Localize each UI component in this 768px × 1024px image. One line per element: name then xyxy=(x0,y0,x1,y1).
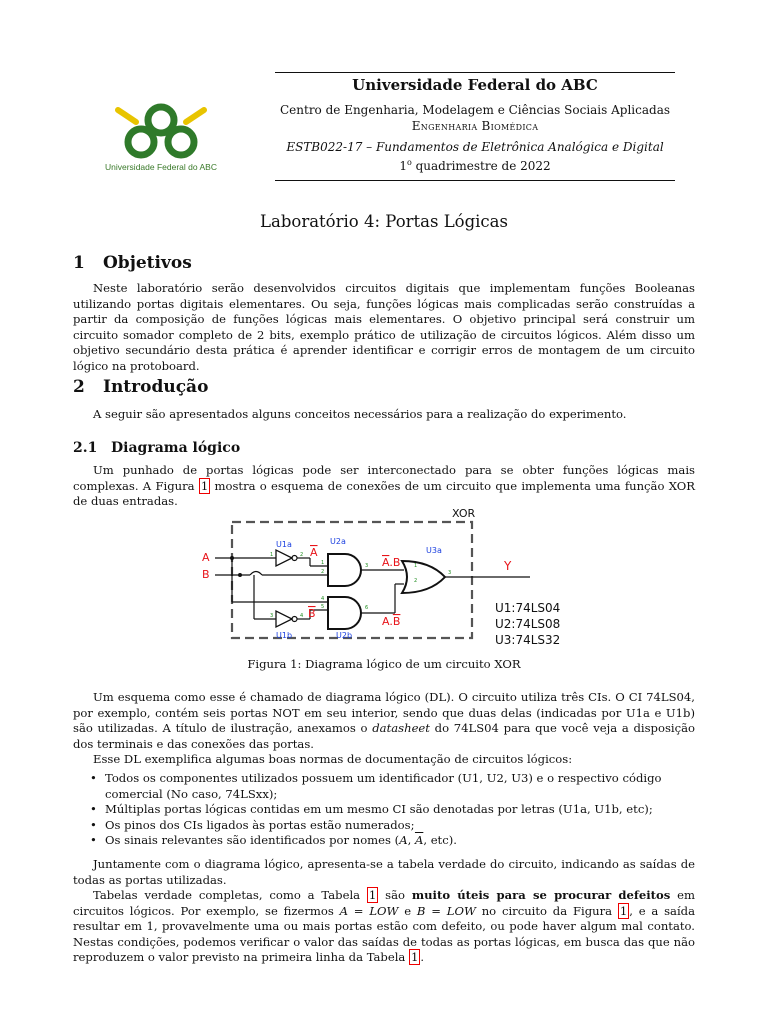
signal-part: A xyxy=(382,556,390,569)
text-run: LOW xyxy=(369,903,399,918)
pin-label: 6 xyxy=(365,605,369,611)
term-ordinal-sup: o xyxy=(406,158,412,167)
text-run: Os sinais relevantes são identificados por nomes ( xyxy=(105,833,400,847)
u1a-label: U1a xyxy=(276,540,292,549)
body-after-figure xyxy=(73,690,695,768)
subsection-2-1-body xyxy=(73,463,695,510)
signal-abar-b xyxy=(382,556,400,569)
text-run: em circuitos lógicos. Por exemplo, se fizermos xyxy=(73,888,696,918)
text-run: Todos os componentes utilizados possuem um identificador (U1, U2, U3) e o respectivo código comercial (No caso, 74LSxx); xyxy=(105,771,662,801)
subsection-2-1-heading xyxy=(73,440,240,456)
text-run: do 74LS04 para que você veja a disposição dos terminais e das conexões das portas. xyxy=(73,721,695,751)
signal-bbar: B xyxy=(308,607,316,620)
norms-list xyxy=(90,771,696,849)
u1b-label: U1b xyxy=(276,631,293,640)
table-ref-link[interactable]: 1 xyxy=(368,888,377,902)
pin-label: 5 xyxy=(321,604,325,610)
not-gate-u1a xyxy=(276,550,292,566)
and-gate-u2a xyxy=(328,554,361,586)
pin-label: 1 xyxy=(414,563,418,569)
section-1-body xyxy=(73,281,695,374)
text-run: são xyxy=(378,888,412,902)
pin-label: 1 xyxy=(270,552,274,558)
signal-part: B xyxy=(392,615,401,628)
center-line: Centro de Engenharia, Modelagem e Ciências Sociais Aplicadas xyxy=(279,103,671,117)
part-u3: U3:74LS32 xyxy=(495,633,561,647)
list-item: • Múltiplas portas lógicas contidas em um mesmo CI são denotadas por letras (U1a, U1b, etc); xyxy=(90,802,653,816)
u2a-label: U2a xyxy=(330,537,346,546)
not-gate-u1b xyxy=(276,611,292,627)
norms-intro-paragraph: Esse DL exemplifica algumas boas normas de documentação de circuitos lógicos: xyxy=(93,752,573,766)
signal-a-bbar xyxy=(382,615,400,628)
pin-label: 2 xyxy=(300,552,304,558)
output-y-label: Y xyxy=(504,559,512,573)
text-run: = xyxy=(425,903,447,918)
list-item: • Todos os componentes utilizados possuem um identificador (U1, U2, U3) e o respectivo código comercial (No caso, 74LSxx); xyxy=(90,771,662,801)
document-title: Laboratório 4: Portas Lógicas xyxy=(260,212,508,231)
defects-paragraph xyxy=(73,888,695,966)
course-line: ESTB022-17 – Fundamentos de Eletrônica Analógica e Digital xyxy=(286,140,664,154)
input-a-label: A xyxy=(202,551,210,564)
section-2-title: Introdução xyxy=(103,377,209,397)
term-ordinal: 1 xyxy=(399,159,407,173)
text-run: . xyxy=(420,950,425,964)
section-1-title: Objetivos xyxy=(103,253,192,273)
body-tail xyxy=(73,857,695,966)
xor-dashed-box xyxy=(232,522,472,638)
text-run: , e a saída resultar em 1, provavelmente uma ou mais portas estão com defeito, ou pode haver algum mal contato. Nestas condições, podemos verificar o valor das saídas de todas as portas lógicas, em busca das que não reproduzem o valor previsto na primeira linha da Tabela xyxy=(73,903,696,964)
pin-label: 4 xyxy=(321,596,325,602)
pin-label: 3 xyxy=(448,570,452,576)
pin-label: 3 xyxy=(365,563,369,569)
list-item: • Os sinais relevantes são identificados por nomes (A, $\overline{A}$, etc). xyxy=(90,833,457,847)
and-gate-u2b xyxy=(328,597,361,629)
section-2-body xyxy=(73,407,695,423)
term-rest: quadrimestre de 2022 xyxy=(411,159,551,173)
pin-label: 4 xyxy=(300,613,304,619)
objetivos-paragraph: Neste laboratório serão desenvolvidos circuitos digitais que implementam funções Booleanas utilizando portas digitais elementares. Ou seja, funções lógicas mais complicadas serão construídas a partir da composição de funções lógicas mais elementares. O objetivo principal será construir um circuito somador completo de 2 bits, exemplo prático de utilização de circuitos lógicos. Além disso um objetivo secundário desta prática é aprender identificar e corrigir erros de montagem de um circuito lógico na protoboard. xyxy=(73,281,695,373)
university-name: Universidade Federal do ABC xyxy=(352,76,598,94)
logo-caption: Universidade Federal do ABC xyxy=(105,162,217,172)
text-run: B xyxy=(416,903,426,918)
list-item: • Os pinos dos CIs ligados às portas estão numerados; xyxy=(90,817,415,832)
truth-table-paragraph: Juntamente com o diagrama lógico, apresenta-se a tabela verdade do circuito, indicando as saídas de todas as portas utilizadas. xyxy=(73,857,695,887)
input-b-label: B xyxy=(202,568,210,581)
text-run: Os pinos dos CIs ligados às portas estão numerados; xyxy=(105,817,415,832)
text-run: , etc). xyxy=(423,833,457,847)
xor-logic-diagram xyxy=(190,504,570,654)
part-u2: U2:74LS08 xyxy=(495,617,561,631)
term-line xyxy=(275,155,675,174)
u2b-label: U2b xyxy=(336,631,353,640)
dl-paragraph xyxy=(73,690,695,752)
text-run: Múltiplas portas lógicas contidas em um mesmo CI são denotadas por letras (U1a, U1b, etc); xyxy=(105,802,653,816)
text-run: muito úteis para se procurar defeitos xyxy=(411,888,671,902)
program-line: Engenharia Biomédica xyxy=(411,119,539,133)
pin-label: 1 xyxy=(321,560,325,566)
text-run: $\overline{A}$ xyxy=(414,833,424,847)
text-run: A xyxy=(339,903,348,918)
section-2-heading xyxy=(73,377,208,397)
signal-part: A. xyxy=(382,615,393,628)
pin-label: 2 xyxy=(321,569,325,575)
text-run: A xyxy=(399,833,408,847)
text-run: Um esquema como esse é chamado de diagrama lógico (DL). O circuito utiliza três CIs. O CI 74LS04, por exemplo, contém seis portas NOT em seu interior, sendo que duas delas (indicadas por U1a e U1b) são utilizadas. A título de ilustração, anexamos o xyxy=(73,690,695,735)
text-run: Tabelas verdade completas, como a Tabela xyxy=(93,888,367,902)
signal-abar: A xyxy=(310,546,318,559)
xor-box-label: XOR xyxy=(452,507,476,520)
figure-ref-link[interactable]: 1 xyxy=(619,903,628,918)
pin-label: 2 xyxy=(414,578,418,584)
text-run: LOW xyxy=(446,903,476,918)
text-run: no circuito da Figura xyxy=(475,903,618,918)
text-run: e xyxy=(398,903,417,918)
diagram-intro-paragraph xyxy=(73,463,695,510)
pin-label: 3 xyxy=(270,613,274,619)
section-1-number: 1 xyxy=(73,253,85,273)
table-ref-link[interactable]: 1 xyxy=(411,950,419,964)
figure-caption: Figura 1: Diagrama lógico de um circuito XOR xyxy=(247,657,521,671)
subsection-2-1-number: 2.1 xyxy=(73,440,98,456)
section-2-number: 2 xyxy=(73,377,85,397)
section-1-heading xyxy=(73,253,192,273)
subsection-2-1-title: Diagrama lógico xyxy=(111,440,241,456)
course-info xyxy=(275,139,675,174)
figure-ref-link[interactable]: 1 xyxy=(200,478,209,493)
text-run: datasheet xyxy=(372,721,430,735)
text-run: = xyxy=(348,903,370,918)
header-bottom-rule xyxy=(275,180,675,181)
u3a-label: U3a xyxy=(426,546,442,555)
text-run: mostra o esquema de conexões de um circuito que implementa uma função XOR de duas entradas. xyxy=(73,478,695,508)
part-u1: U1:74LS04 xyxy=(495,601,561,615)
or-gate-u3a xyxy=(402,561,445,593)
text-run: , xyxy=(407,833,415,847)
center-name xyxy=(275,102,675,134)
intro-paragraph: A seguir são apresentados alguns conceitos necessários para a realização do experimento. xyxy=(93,407,627,421)
signal-part: .B xyxy=(389,556,401,569)
header-top-rule xyxy=(275,72,675,73)
text-run: Um punhado de portas lógicas pode ser interconectado para se obter funções lógicas mais complexas. A Figura xyxy=(73,463,695,493)
